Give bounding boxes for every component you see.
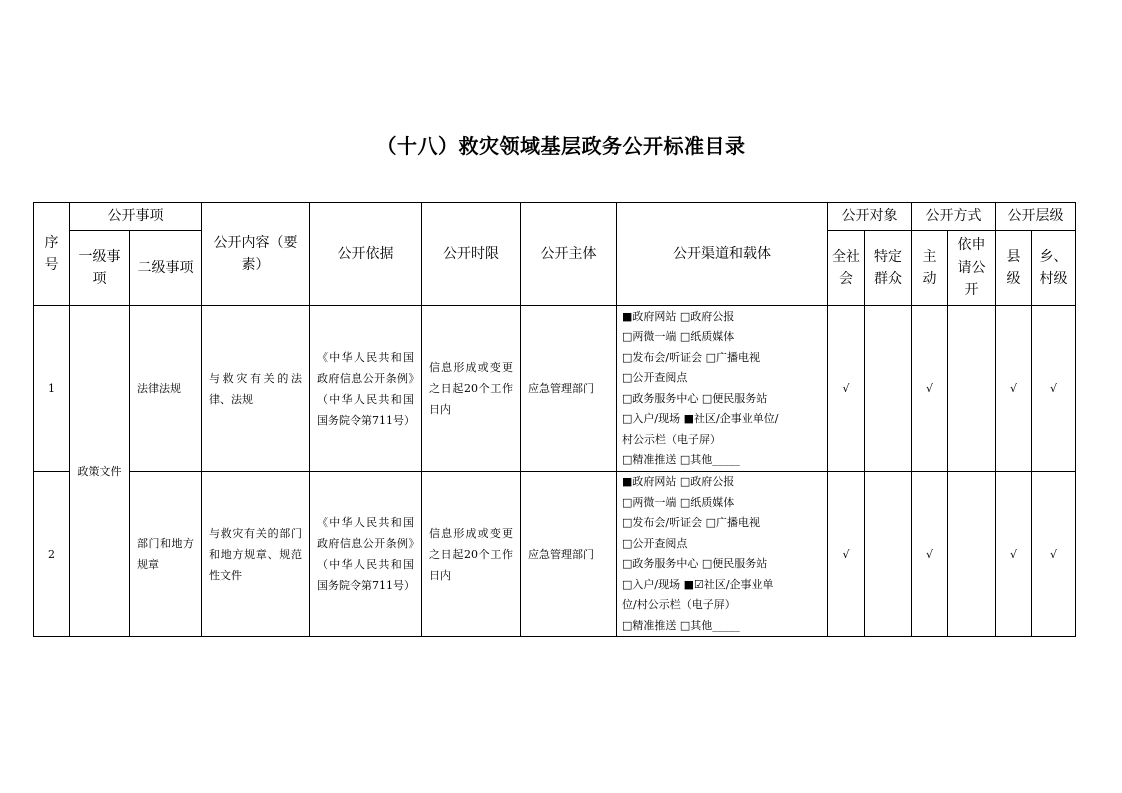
row-content: 与救灾有关的部门和地方规章、规范性文件: [202, 472, 310, 637]
header-subject: 公开主体: [521, 203, 617, 306]
channel-line: □精准推送 □其他_____: [622, 453, 740, 466]
row-channels: [617, 472, 828, 637]
header-method-request: 依申请公开: [948, 231, 996, 306]
channel-line: 村公示栏（电子屏）: [622, 432, 721, 446]
check-method-request: [948, 472, 996, 637]
check-method-active: √: [912, 472, 948, 637]
header-audience-specific: 特定群众: [865, 231, 912, 306]
header-level-group: 公开层级: [996, 203, 1076, 231]
header-time: 公开时限: [422, 203, 521, 306]
check-level-county: √: [996, 472, 1032, 637]
row-seq: 2: [34, 472, 70, 637]
channel-line: □入户/现场 ■社区/企事业单位/: [622, 412, 779, 425]
header-level-county: 县级: [996, 231, 1032, 306]
header-content: 公开内容（要素）: [202, 203, 310, 306]
header-method-active: 主动: [912, 231, 948, 306]
table-row: [34, 472, 1076, 637]
check-method-request: [948, 306, 996, 472]
row-seq: 1: [34, 306, 70, 472]
table-row: [34, 306, 1076, 472]
channel-line: □两微一端 □纸质媒体: [622, 495, 735, 509]
header-channel: 公开渠道和载体: [617, 203, 828, 306]
header-seq: 序号: [34, 203, 70, 306]
channel-line: □入户/现场 ■☑社区/企事业单: [622, 577, 774, 591]
check-audience-specific: [865, 472, 912, 637]
row-level2: 法律法规: [130, 306, 202, 472]
header-method-group: 公开方式: [912, 203, 996, 231]
channel-line: 位/村公示栏（电子屏）: [622, 598, 736, 611]
channel-line: □公开查阅点: [622, 371, 688, 384]
channel-line: □政务服务中心 □便民服务站: [622, 391, 768, 405]
row-content: 与救灾有关的法律、法规: [202, 306, 310, 472]
row-subject: 应急管理部门: [521, 472, 617, 637]
row-channels: [617, 306, 828, 472]
check-level-village: √: [1032, 472, 1076, 637]
row-subject: 应急管理部门: [521, 306, 617, 472]
catalog-table: [33, 202, 1076, 637]
row-basis: 《中华人民共和国政府信息公开条例》（中华人民共和国国务院令第711号）: [310, 472, 422, 637]
row-basis: 《中华人民共和国政府信息公开条例》（中华人民共和国国务院令第711号）: [310, 306, 422, 472]
row-level1: 政策文件: [70, 306, 130, 637]
channel-line: ■政府网站 □政府公报: [622, 309, 735, 323]
channel-line: □发布会/听证会 □广播电视: [622, 350, 760, 364]
check-audience-all: √: [828, 472, 865, 637]
header-audience-group: 公开对象: [828, 203, 912, 231]
header-basis: 公开依据: [310, 203, 422, 306]
check-level-village: √: [1032, 306, 1076, 472]
channel-line: □两微一端 □纸质媒体: [622, 330, 735, 343]
header-items-group: 公开事项: [70, 203, 202, 231]
check-audience-specific: [865, 306, 912, 472]
check-method-active: √: [912, 306, 948, 472]
channel-line: □发布会/听证会 □广播电视: [622, 516, 760, 529]
check-audience-all: √: [828, 306, 865, 472]
header-level1: 一级事项: [70, 231, 130, 306]
check-level-county: √: [996, 306, 1032, 472]
channel-line: ■政府网站 □政府公报: [622, 475, 735, 488]
header-audience-all: 全社会: [828, 231, 865, 306]
row-level2: 部门和地方规章: [130, 472, 202, 637]
row-time: 信息形成或变更之日起20个工作日内: [422, 472, 521, 637]
channel-line: □精准推送 □其他_____: [622, 618, 740, 632]
row-time: 信息形成或变更之日起20个工作日内: [422, 306, 521, 472]
header-level-village: 乡、村级: [1032, 231, 1076, 306]
channel-line: □公开查阅点: [622, 536, 688, 550]
page-title: （十八）救灾领域基层政务公开标准目录: [376, 134, 746, 158]
channel-line: □政务服务中心 □便民服务站: [622, 557, 768, 570]
header-level2: 二级事项: [130, 231, 202, 306]
